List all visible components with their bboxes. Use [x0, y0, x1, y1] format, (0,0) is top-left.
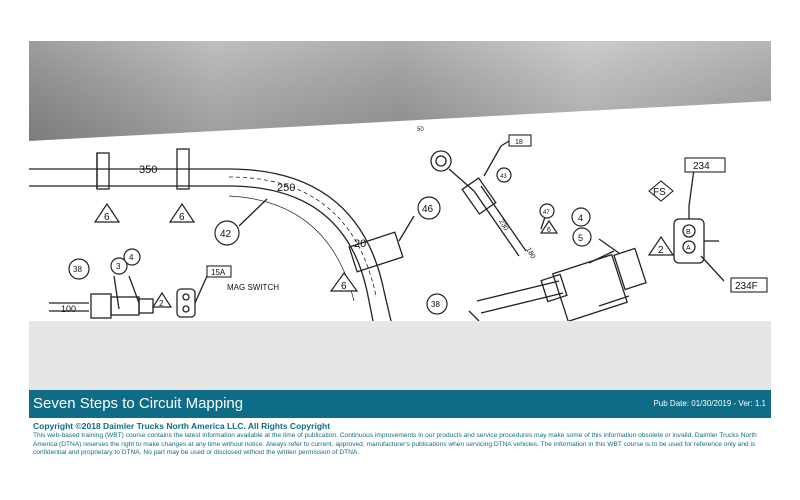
callout-number: 38 [73, 265, 82, 274]
dimension-label: 230 [497, 218, 510, 233]
callout-number: 4 [578, 213, 584, 223]
content-panel [29, 321, 771, 390]
callout-number: 50 [417, 127, 424, 133]
course-frame [29, 41, 771, 458]
note-triangle: 6 [104, 212, 110, 223]
reference-box: 18 [515, 139, 523, 146]
callout-number: 46 [422, 204, 434, 215]
reference-box: 234F [735, 281, 758, 292]
callout-number: 42 [220, 229, 232, 240]
pub-date: Pub Date: 01/30/2019 [653, 399, 732, 408]
reference-box: 234 [693, 161, 710, 172]
note-triangle: 2 [159, 299, 164, 308]
note-triangle: 6 [547, 227, 551, 234]
callout-number: 38 [431, 300, 440, 309]
course-title: Seven Steps to Circuit Mapping [33, 395, 244, 412]
publication-info [653, 399, 766, 409]
pub-separator: - [731, 399, 739, 408]
note-triangle: 6 [341, 281, 347, 292]
header-banner [29, 41, 771, 141]
callout-number: 5 [578, 233, 584, 243]
copyright-notice: Copyright ©2018 Daimler Trucks North America LLC. All Rights Copyright [33, 421, 331, 431]
legal-notice [29, 418, 771, 458]
dimension-label: 250 [277, 182, 296, 194]
dimension-label: 180 [524, 246, 537, 261]
mag-switch-label: MAG SWITCH [227, 283, 279, 292]
callout-number: 47 [543, 210, 550, 216]
pin-label: B [686, 229, 691, 236]
dimension-label: 100 [61, 304, 77, 314]
note-triangle: 6 [179, 212, 185, 223]
dimension-label: 350 [139, 164, 158, 176]
callout-number: 3 [116, 262, 121, 271]
version: Ver: 1.1 [738, 399, 766, 408]
dimension-label: 20 [354, 238, 367, 250]
pin-label: A [686, 245, 691, 252]
callout-number: 4 [129, 253, 134, 262]
note-triangle: 2 [658, 245, 664, 256]
disclaimer-text: This web-based training (WBT) course contains the latest information available at the time of publication. Continuous improvements in our products and service procedures may make some of this information obsolete or invalid. Daimler Trucks North America (DTNA) reserves the right to make changes at any time without notice. Always refer to current, approved, manufacturer's publications when servicing DTNA vehicles. The information in this WBT course is to be used for reference only and is confidential and proprietary to DTNA. No part may be used or disclosed without the written permission of DTNA. [33, 432, 757, 457]
callout-number: 43 [500, 174, 507, 180]
wiring-diagram [29, 41, 771, 321]
course-title-bar [29, 390, 771, 418]
fs-marker: FS [653, 187, 666, 198]
reference-box: 15A [211, 268, 226, 277]
